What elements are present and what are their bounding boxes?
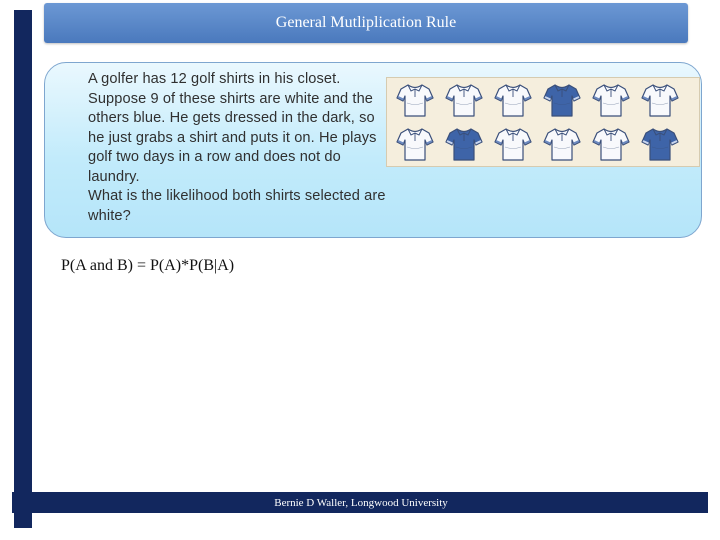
slide-title: General Mutliplication Rule [44,3,688,43]
footer-bar [12,492,708,513]
golf-shirts-illustration [386,77,700,167]
white-shirt-icon [395,125,435,163]
white-shirt-icon [444,81,484,119]
blue-shirt-icon [444,125,484,163]
white-shirt-icon [395,81,435,119]
multiplication-rule-formula: P(A and B) = P(A)*P(B|A) [61,257,235,274]
white-shirt-icon [640,81,680,119]
problem-paragraph: A golfer has 12 golf shirts in his closet. Suppose 9 of these shirts are white and the others blue. He gets dressed in the dark, so he just grabs a shirt and puts it on. He plays golf two days in a row and does not do laundry. [88,71,377,185]
blue-shirt-icon [640,125,680,163]
footer-credit: Bernie D Waller, Longwood University [274,496,448,509]
problem-text [88,70,388,226]
white-shirt-icon [591,81,631,119]
white-shirt-icon [591,125,631,163]
white-shirt-icon [542,125,582,163]
problem-question: What is the likelihood both shirts selected are white? [88,188,386,224]
white-shirt-icon [493,125,533,163]
left-accent-bar [14,10,32,528]
white-shirt-icon [493,81,533,119]
blue-shirt-icon [542,81,582,119]
